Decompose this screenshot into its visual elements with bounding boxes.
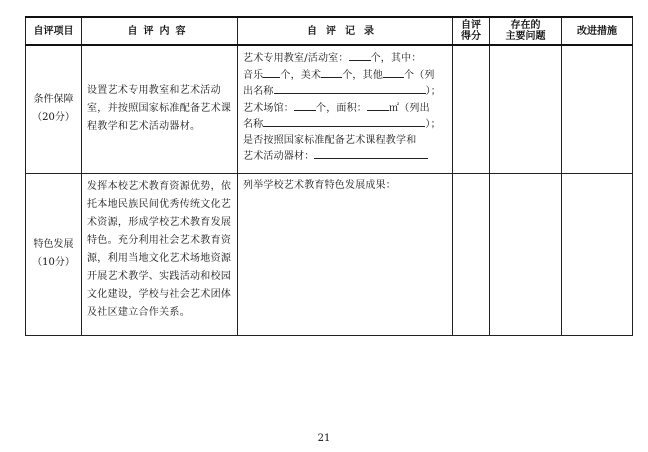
problems-cell[interactable] (490, 45, 562, 173)
content-text: 设置艺术专用教室和艺术活动室，并按照国家标准配备艺术课程教学和艺术活动器材。 (87, 85, 232, 133)
content-text: 发挥本校艺术教育资源优势，依托本地民族民间优秀传统文化艺术资源，形成学校艺术教育发展特色。充分利用社会艺术教育资源，利用当地文化艺术场地资源开展艺术教学、实践活动和校园文化建设，学校与社会艺术团体及社区建立合作关系。 (87, 180, 232, 318)
score-cell[interactable] (453, 173, 490, 335)
fill-blank[interactable] (383, 67, 404, 78)
score-cell[interactable] (453, 45, 490, 173)
fill-blank[interactable] (294, 100, 316, 111)
header-row (26, 17, 633, 45)
content-cell (82, 45, 238, 173)
table-row (26, 45, 633, 173)
item-points: （10分） (32, 257, 75, 268)
self-evaluation-table (25, 16, 633, 336)
fill-blank[interactable] (367, 100, 389, 111)
table-row (26, 173, 633, 335)
fill-blank[interactable] (349, 50, 371, 61)
record-line: 艺术场馆： 个，面积： ㎡（列出 (243, 100, 448, 117)
page-number: 21 (317, 433, 331, 444)
record-line: 出名称 ）； (243, 83, 448, 100)
problems-cell[interactable] (490, 173, 562, 335)
record-line: 艺术专用教室/活动室： 个，其中： (243, 50, 448, 67)
fill-blank[interactable] (263, 116, 425, 127)
record-line: 是否按照国家标准配备艺术课程教学和 (243, 134, 417, 146)
fill-blank[interactable] (263, 67, 280, 78)
record-line: 名称 ）； (243, 116, 448, 133)
record-line: 艺术活动器材： (243, 148, 448, 165)
header-measures: 改进措施 (562, 17, 633, 45)
item-points: （20分） (32, 112, 75, 124)
record-line: 音乐 个，美术 个，其他 个（列 (243, 67, 448, 84)
record-cell (238, 45, 453, 173)
item-name: 条件保障 (33, 94, 74, 106)
record-line: 列举学校艺术教育特色发展成果： (243, 179, 396, 191)
fill-blank[interactable] (314, 148, 428, 159)
header-score: 自评 得分 (453, 17, 490, 45)
header-item: 自评项目 (26, 17, 82, 45)
fill-blank[interactable] (274, 83, 426, 94)
fill-blank[interactable] (321, 67, 342, 78)
header-content: 自评内容 (82, 17, 238, 45)
header-problems: 存在的 主要问题 (490, 17, 562, 45)
item-cell (26, 173, 82, 335)
item-name: 特色发展 (33, 239, 74, 250)
measures-cell[interactable] (562, 45, 633, 173)
header-record: 自评记录 (238, 17, 453, 45)
content-cell (82, 173, 238, 335)
item-cell (26, 45, 82, 173)
record-cell (238, 173, 453, 335)
measures-cell[interactable] (562, 173, 633, 335)
